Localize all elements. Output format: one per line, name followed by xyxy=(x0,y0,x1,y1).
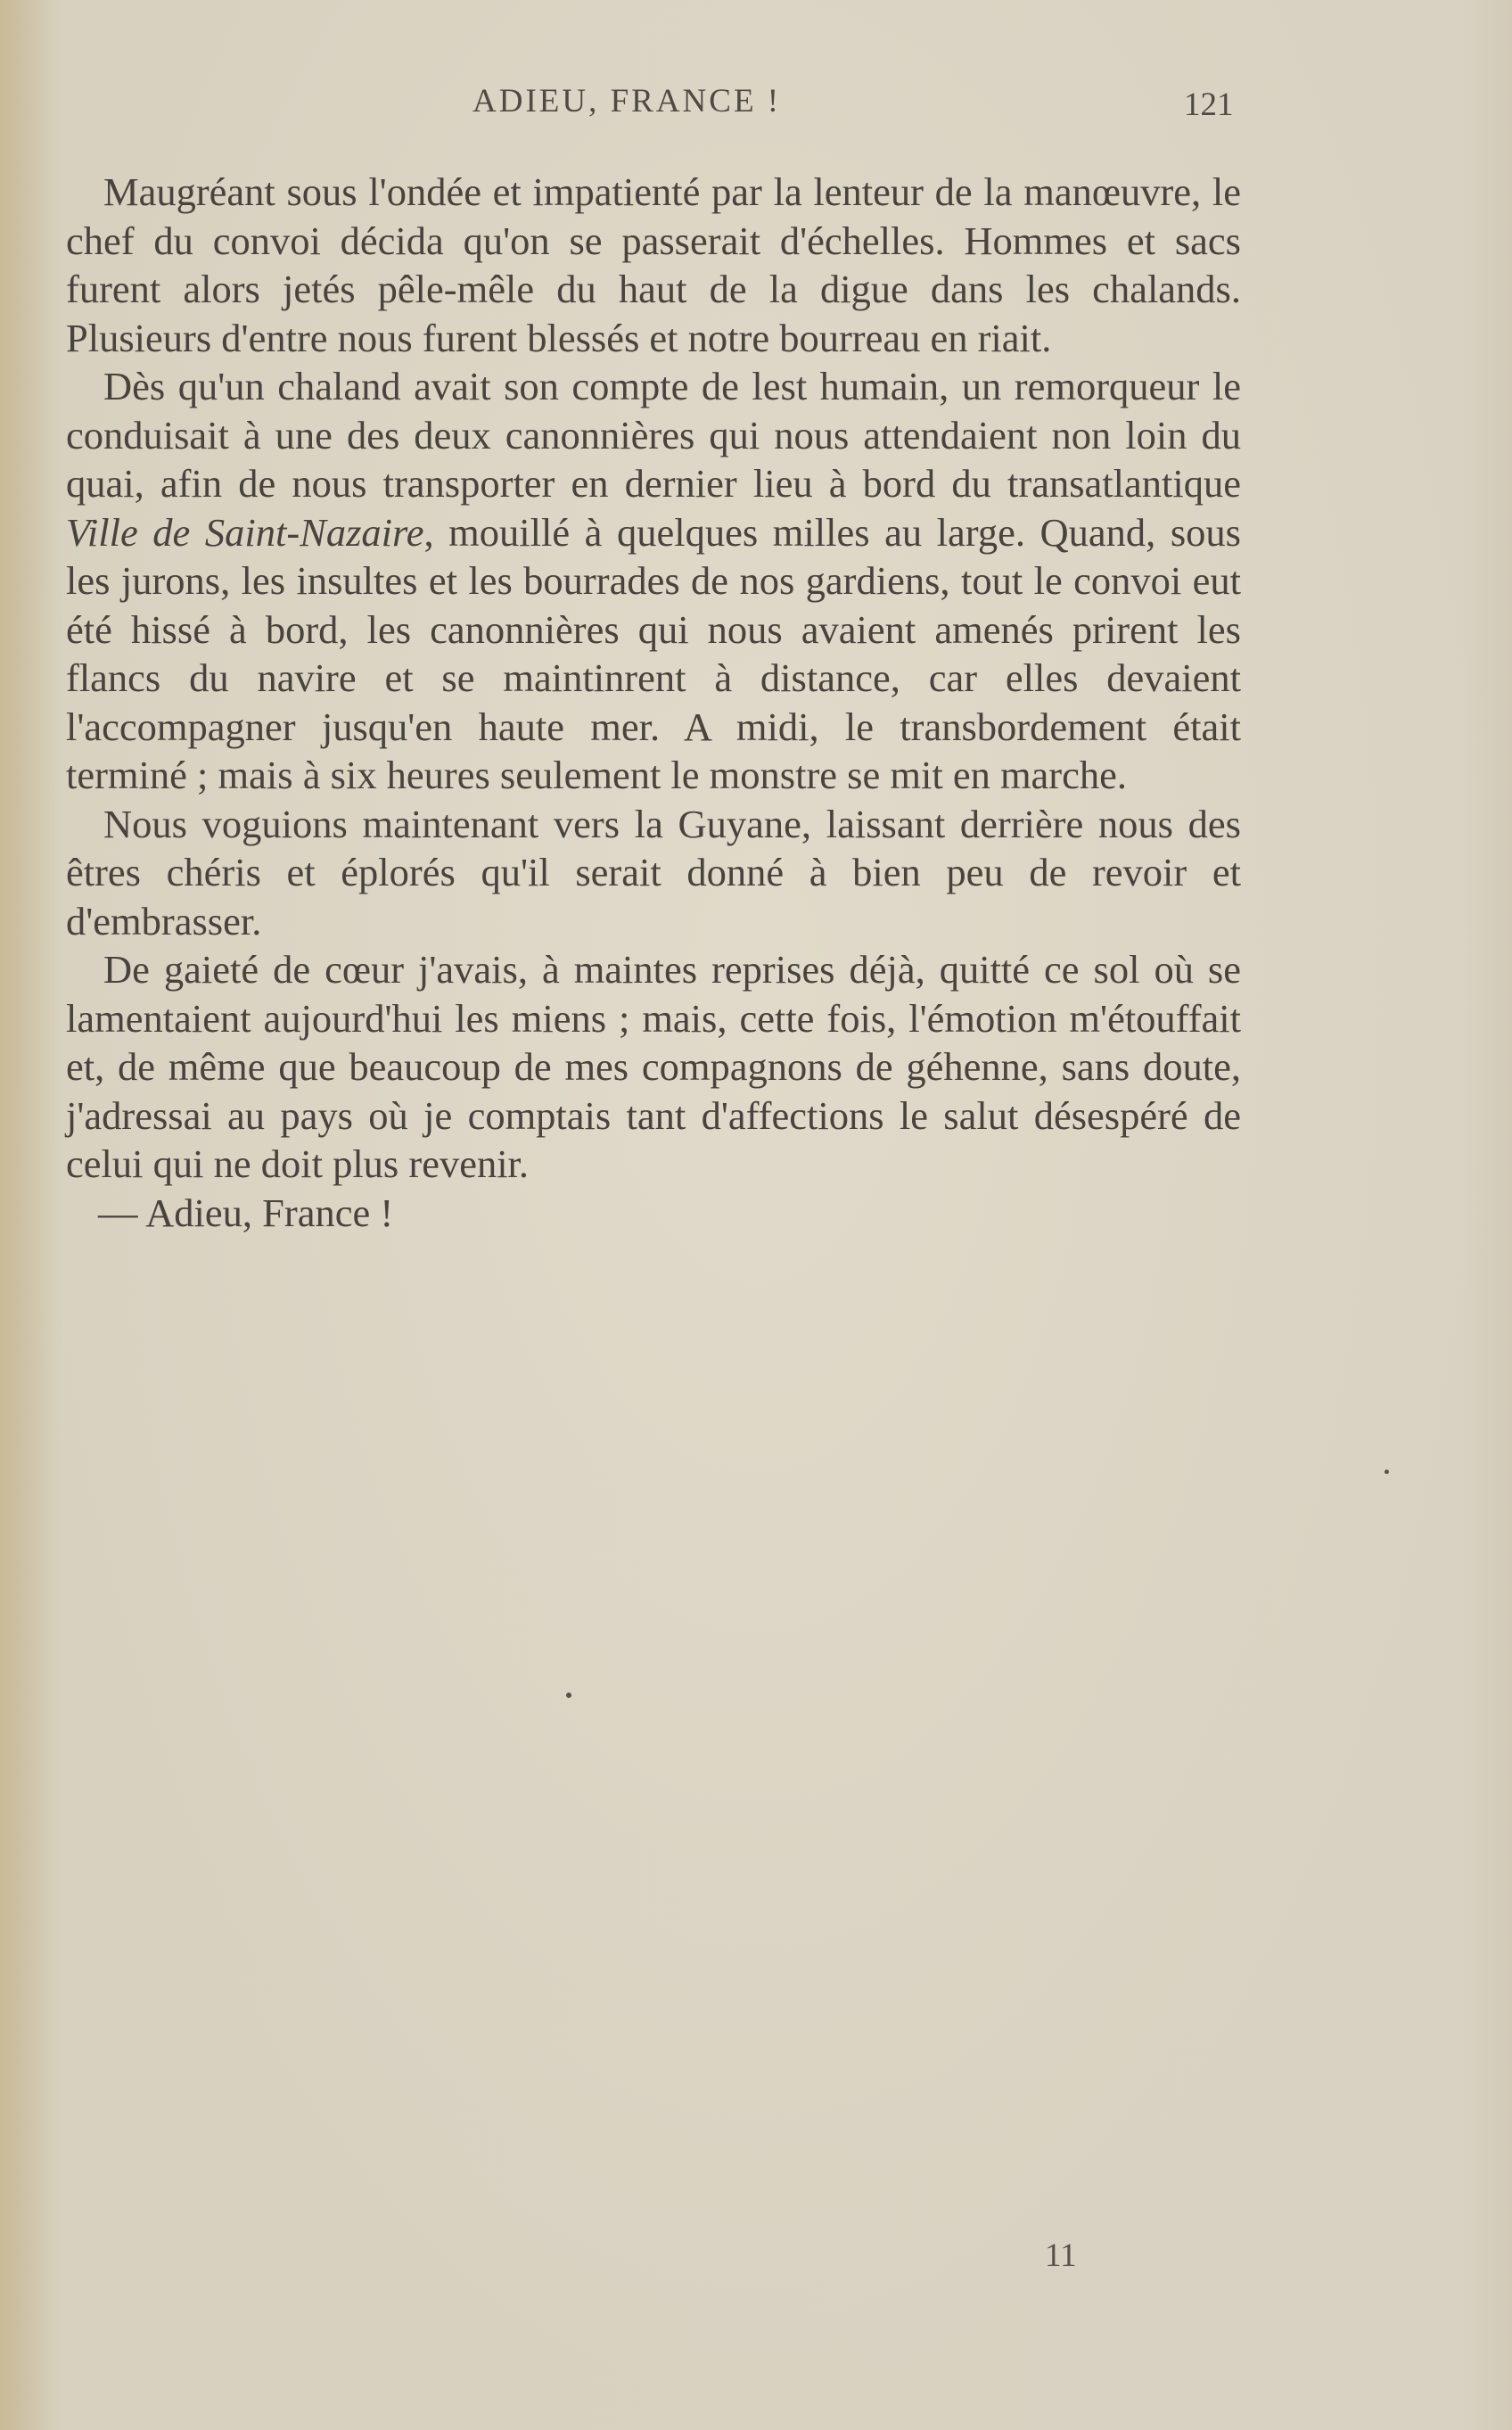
paragraph-2-start: Dès qu'un chaland avait son compte de lest humain, un remorqueur le conduisait à une des deux canonnières qui nous attendaient non loin du quai, afin de nous transporter en dernier lieu à bord du transatlantique xyxy=(66,364,1241,506)
ink-speck xyxy=(1385,1470,1389,1474)
running-header xyxy=(0,82,1512,136)
paragraph-2-end: , mouillé à quelques milles au large. Quand, sous les jurons, les insultes et les bourrades de nos gardiens, tout le convoi eut été hissé à bord, les canonnières qui nous avaient amenés prirent les flancs du navire et se maintinrent à distance, car elles devaient l'accompagner jusqu'en haute mer. A midi, le transbordement était terminé ; mais à six heures seulement le monstre se mit en marche. xyxy=(66,509,1241,797)
paragraph-2 xyxy=(66,362,1241,800)
gutter-stain xyxy=(0,0,62,2430)
closing-line: — Adieu, France ! xyxy=(98,1190,394,1235)
running-title: ADIEU, FRANCE ! xyxy=(472,83,782,119)
paragraph-1: Maugréant sous l'ondée et impatienté par la lenteur de la manœuvre, le chef du convoi décida qu'on se passerait d'échelles. Hommes et sacs furent alors jetés pêle-mêle du haut de la digue dans les chalands. Plusieurs d'entre nous furent blessés et notre bourreau en riait. xyxy=(66,169,1241,360)
signature-mark: 11 xyxy=(1045,2237,1077,2274)
ink-speck xyxy=(566,1693,571,1698)
page-number: 121 xyxy=(1184,86,1234,123)
paragraph-3: Nous voguions maintenant vers la Guyane, laissant derrière nous des êtres chéris et éplorés qu'il serait donné à bien peu de revoir et d'embrasser. xyxy=(66,801,1241,943)
paragraph-4: De gaieté de cœur j'avais, à maintes reprises déjà, quitté ce sol où se lamentaient aujourd'hui les miens ; mais, cette fois, l'émotion m'étouffait et, de même que beaucoup de mes compagnons de géhenne, sans doute, j'adressai au pays où je comptais tant d'affections le salut désespéré de celui qui ne doit plus revenir. xyxy=(66,947,1241,1186)
ship-name: Ville de Saint-Nazaire xyxy=(66,509,424,555)
body-text xyxy=(66,168,1241,1237)
